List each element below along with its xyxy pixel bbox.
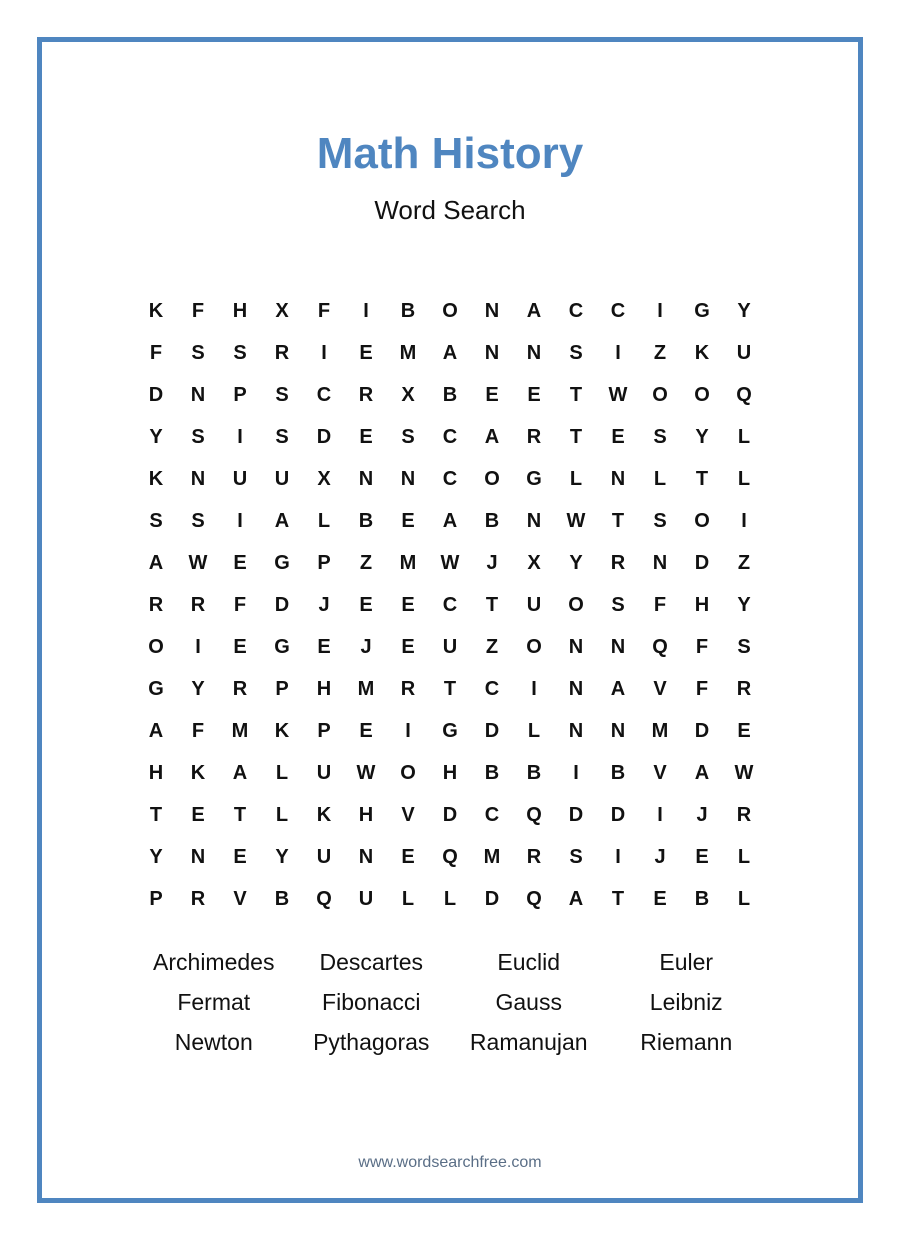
grid-letter: A [568, 887, 584, 910]
grid-letter: A [442, 509, 458, 532]
grid-letter: V [653, 677, 667, 700]
grid-letter: Y [149, 425, 163, 448]
grid-letter: N [400, 467, 416, 490]
grid-letter: C [316, 383, 332, 406]
grid-letter: N [526, 341, 542, 364]
grid-letter: X [275, 299, 289, 322]
grid-letter: F [233, 593, 247, 616]
grid-letter: I [363, 299, 369, 322]
grid-letter: L [527, 719, 541, 742]
grid-letter: B [694, 887, 710, 910]
grid-letter: D [610, 803, 626, 826]
grid-letter: S [611, 593, 625, 616]
grid-letter: X [527, 551, 541, 574]
grid-letter: N [190, 383, 206, 406]
grid-letter: S [653, 425, 667, 448]
grid-letter: I [195, 635, 201, 658]
grid-letter: U [316, 845, 332, 868]
grid-letter: P [149, 887, 163, 910]
grid-letter: O [568, 593, 584, 616]
grid-letter: T [611, 887, 625, 910]
grid-letter: R [736, 677, 752, 700]
grid-letter: L [443, 887, 457, 910]
grid-letter: B [526, 761, 542, 784]
grid-letter: O [148, 635, 164, 658]
grid-letter: U [736, 341, 752, 364]
grid-letter: Z [737, 551, 751, 574]
word-list-item: Riemann [640, 1028, 733, 1055]
grid-letter: R [526, 845, 542, 868]
grid-letter: N [358, 467, 374, 490]
grid-letter: S [401, 425, 415, 448]
grid-letter: P [275, 677, 289, 700]
grid-letter: J [360, 635, 372, 658]
grid-letter: N [610, 635, 626, 658]
grid-letter: E [359, 719, 373, 742]
grid-letter: R [148, 593, 164, 616]
grid-letter: H [358, 803, 374, 826]
word-list-item: Newton [174, 1028, 253, 1055]
grid-letter: W [734, 761, 754, 784]
grid-letter: H [694, 593, 710, 616]
grid-letter: G [694, 299, 710, 322]
grid-letter: Y [695, 425, 709, 448]
grid-letter: D [694, 719, 710, 742]
grid-letter: E [653, 887, 667, 910]
grid-letter: U [442, 635, 458, 658]
grid-letter: D [442, 803, 458, 826]
grid-letter: W [440, 551, 460, 574]
grid-letter: S [275, 383, 289, 406]
word-list-item: Descartes [319, 948, 424, 975]
grid-letter: L [653, 467, 667, 490]
grid-letter: N [568, 719, 584, 742]
grid-letter: T [485, 593, 499, 616]
grid-letter: B [610, 761, 626, 784]
word-list-item: Fermat [177, 988, 251, 1015]
grid-letter: Q [526, 803, 542, 826]
grid-letter: M [483, 845, 501, 868]
grid-letter: B [274, 887, 290, 910]
grid-letter: Z [359, 551, 373, 574]
grid-letter: G [274, 551, 290, 574]
grid-letter: O [400, 761, 416, 784]
grid-letter: R [190, 593, 206, 616]
grid-letter: J [654, 845, 666, 868]
grid-letter: L [737, 425, 751, 448]
grid-letter: I [615, 341, 621, 364]
grid-letter: M [399, 551, 417, 574]
grid-letter: E [695, 845, 709, 868]
grid-letter: M [357, 677, 375, 700]
grid-letter: S [191, 509, 205, 532]
footer-url: www.wordsearchfree.com [358, 1154, 542, 1171]
grid-letter: L [737, 467, 751, 490]
grid-letter: J [318, 593, 330, 616]
grid-letter: R [526, 425, 542, 448]
grid-letter: N [358, 845, 374, 868]
grid-letter: V [653, 761, 667, 784]
grid-letter: C [610, 299, 626, 322]
grid-letter: K [190, 761, 206, 784]
grid-letter: I [405, 719, 411, 742]
grid-letter: C [484, 677, 500, 700]
grid-letter: F [149, 341, 163, 364]
grid-letter: V [401, 803, 415, 826]
grid-letter: O [694, 509, 710, 532]
grid-letter: R [736, 803, 752, 826]
grid-letter: E [233, 635, 247, 658]
grid-letter: S [737, 635, 751, 658]
grid-letter: R [358, 383, 374, 406]
grid-letter: K [148, 467, 164, 490]
grid-letter: D [484, 887, 500, 910]
grid-letter: Z [485, 635, 499, 658]
grid-letter: E [233, 551, 247, 574]
word-list-item: Leibniz [649, 988, 723, 1015]
grid-letter: I [657, 803, 663, 826]
grid-letter: E [611, 425, 625, 448]
grid-letter: T [149, 803, 163, 826]
grid-letter: V [233, 887, 247, 910]
grid-letter: Y [737, 593, 751, 616]
grid-letter: Y [191, 677, 205, 700]
grid-letter: Q [652, 635, 668, 658]
grid-letter: E [359, 593, 373, 616]
grid-letter: H [232, 299, 248, 322]
grid-letter: L [401, 887, 415, 910]
grid-letter: R [610, 551, 626, 574]
grid-letter: S [191, 425, 205, 448]
grid-letter: W [566, 509, 586, 532]
grid-letter: X [401, 383, 415, 406]
grid-letter: T [695, 467, 709, 490]
grid-letter: G [274, 635, 290, 658]
page-subtitle: Word Search [374, 195, 526, 225]
grid-letter: L [317, 509, 331, 532]
grid-letter: O [652, 383, 668, 406]
grid-letter: N [568, 635, 584, 658]
grid-letter: C [568, 299, 584, 322]
grid-letter: W [608, 383, 628, 406]
grid-letter: R [274, 341, 290, 364]
grid-letter: N [484, 341, 500, 364]
grid-letter: A [610, 677, 626, 700]
grid-letter: C [442, 425, 458, 448]
grid-letter: T [233, 803, 247, 826]
grid-letter: O [484, 467, 500, 490]
grid-letter: A [526, 299, 542, 322]
grid-letter: E [317, 635, 331, 658]
grid-letter: U [316, 761, 332, 784]
grid-letter: L [569, 467, 583, 490]
grid-letter: F [695, 635, 709, 658]
grid-letter: K [316, 803, 332, 826]
grid-letter: U [274, 467, 290, 490]
word-list-item: Fibonacci [322, 988, 421, 1015]
grid-letter: N [610, 467, 626, 490]
grid-letter: P [233, 383, 247, 406]
grid-letter: K [148, 299, 164, 322]
grid-letter: B [400, 299, 416, 322]
word-list [135, 942, 765, 1062]
grid-letter: N [190, 845, 206, 868]
grid-letter: F [317, 299, 331, 322]
page-title: Math History [316, 129, 584, 178]
grid-letter: O [442, 299, 458, 322]
grid-letter: S [149, 509, 163, 532]
grid-letter: O [694, 383, 710, 406]
grid-letter: B [484, 761, 500, 784]
grid-letter: N [484, 299, 500, 322]
grid-letter: Q [442, 845, 458, 868]
grid-letter: S [653, 509, 667, 532]
word-list-item: Ramanujan [469, 1028, 588, 1055]
grid-letter: N [610, 719, 626, 742]
grid-letter: D [568, 803, 584, 826]
grid-letter: F [695, 677, 709, 700]
grid-letter: T [443, 677, 457, 700]
grid-letter: G [148, 677, 164, 700]
grid-letter: K [274, 719, 290, 742]
grid-letter: H [148, 761, 164, 784]
grid-letter: R [190, 887, 206, 910]
grid-letter: M [651, 719, 669, 742]
grid-letter: E [485, 383, 499, 406]
grid-letter: P [317, 719, 331, 742]
grid-letter: S [233, 341, 247, 364]
grid-letter: S [569, 845, 583, 868]
grid-letter: A [232, 761, 248, 784]
grid-letter: C [484, 803, 500, 826]
grid-letter: I [237, 509, 243, 532]
grid-letter: U [526, 593, 542, 616]
grid-letter: Q [526, 887, 542, 910]
grid-letter: E [737, 719, 751, 742]
grid-letter: L [737, 845, 751, 868]
word-list-item: Archimedes [153, 948, 275, 975]
grid-letter: E [401, 509, 415, 532]
grid-letter: Y [149, 845, 163, 868]
word-list-item: Euclid [497, 948, 561, 975]
grid-letter: H [316, 677, 332, 700]
grid-letter: Y [569, 551, 583, 574]
grid-letter: J [696, 803, 708, 826]
grid-letter: I [531, 677, 537, 700]
grid-letter: A [442, 341, 458, 364]
grid-letter: T [611, 509, 625, 532]
grid-letter: A [274, 509, 290, 532]
grid-letter: D [148, 383, 164, 406]
grid-letter: U [358, 887, 374, 910]
grid-letter: T [569, 425, 583, 448]
grid-letter: D [316, 425, 332, 448]
grid-letter: G [442, 719, 458, 742]
grid-letter: E [401, 635, 415, 658]
word-list-item: Gauss [495, 988, 562, 1015]
grid-letter: A [148, 551, 164, 574]
grid-letter: R [232, 677, 248, 700]
grid-letter: D [694, 551, 710, 574]
grid-letter: E [359, 341, 373, 364]
grid-letter: I [615, 845, 621, 868]
letter-grid [135, 290, 765, 920]
grid-letter: I [237, 425, 243, 448]
grid-letter: F [191, 299, 205, 322]
grid-letter: C [442, 593, 458, 616]
grid-letter: N [526, 509, 542, 532]
grid-letter: E [401, 593, 415, 616]
grid-letter: S [569, 341, 583, 364]
grid-letter: B [484, 509, 500, 532]
grid-letter: I [321, 341, 327, 364]
grid-letter: L [737, 887, 751, 910]
grid-letter: C [442, 467, 458, 490]
grid-letter: T [569, 383, 583, 406]
grid-letter: E [233, 845, 247, 868]
grid-letter: F [191, 719, 205, 742]
grid-letter: Y [737, 299, 751, 322]
grid-letter: N [568, 677, 584, 700]
grid-letter: X [317, 467, 331, 490]
grid-letter: U [232, 467, 248, 490]
grid-letter: Z [653, 341, 667, 364]
grid-letter: S [191, 341, 205, 364]
grid-letter: Q [316, 887, 332, 910]
grid-letter: A [148, 719, 164, 742]
grid-letter: H [442, 761, 458, 784]
grid-letter: W [188, 551, 208, 574]
grid-letter: R [400, 677, 416, 700]
grid-letter: J [486, 551, 498, 574]
grid-letter: E [401, 845, 415, 868]
grid-letter: D [484, 719, 500, 742]
grid-letter: F [653, 593, 667, 616]
grid-letter: E [527, 383, 541, 406]
grid-letter: N [190, 467, 206, 490]
grid-letter: I [741, 509, 747, 532]
grid-letter: O [526, 635, 542, 658]
grid-letter: S [275, 425, 289, 448]
grid-letter: L [275, 803, 289, 826]
word-list-item: Euler [659, 948, 714, 975]
grid-letter: A [484, 425, 500, 448]
grid-letter: E [191, 803, 205, 826]
grid-letter: E [359, 425, 373, 448]
word-list-item: Pythagoras [313, 1028, 430, 1055]
grid-letter: L [275, 761, 289, 784]
grid-letter: Q [736, 383, 752, 406]
grid-letter: G [526, 467, 542, 490]
grid-letter: B [358, 509, 374, 532]
grid-letter: P [317, 551, 331, 574]
grid-letter: K [694, 341, 710, 364]
grid-letter: B [442, 383, 458, 406]
grid-letter: A [694, 761, 710, 784]
grid-letter: M [399, 341, 417, 364]
grid-letter: N [652, 551, 668, 574]
grid-letter: I [573, 761, 579, 784]
grid-letter: D [274, 593, 290, 616]
grid-letter: M [231, 719, 249, 742]
grid-letter: W [356, 761, 376, 784]
grid-letter: Y [275, 845, 289, 868]
grid-letter: I [657, 299, 663, 322]
